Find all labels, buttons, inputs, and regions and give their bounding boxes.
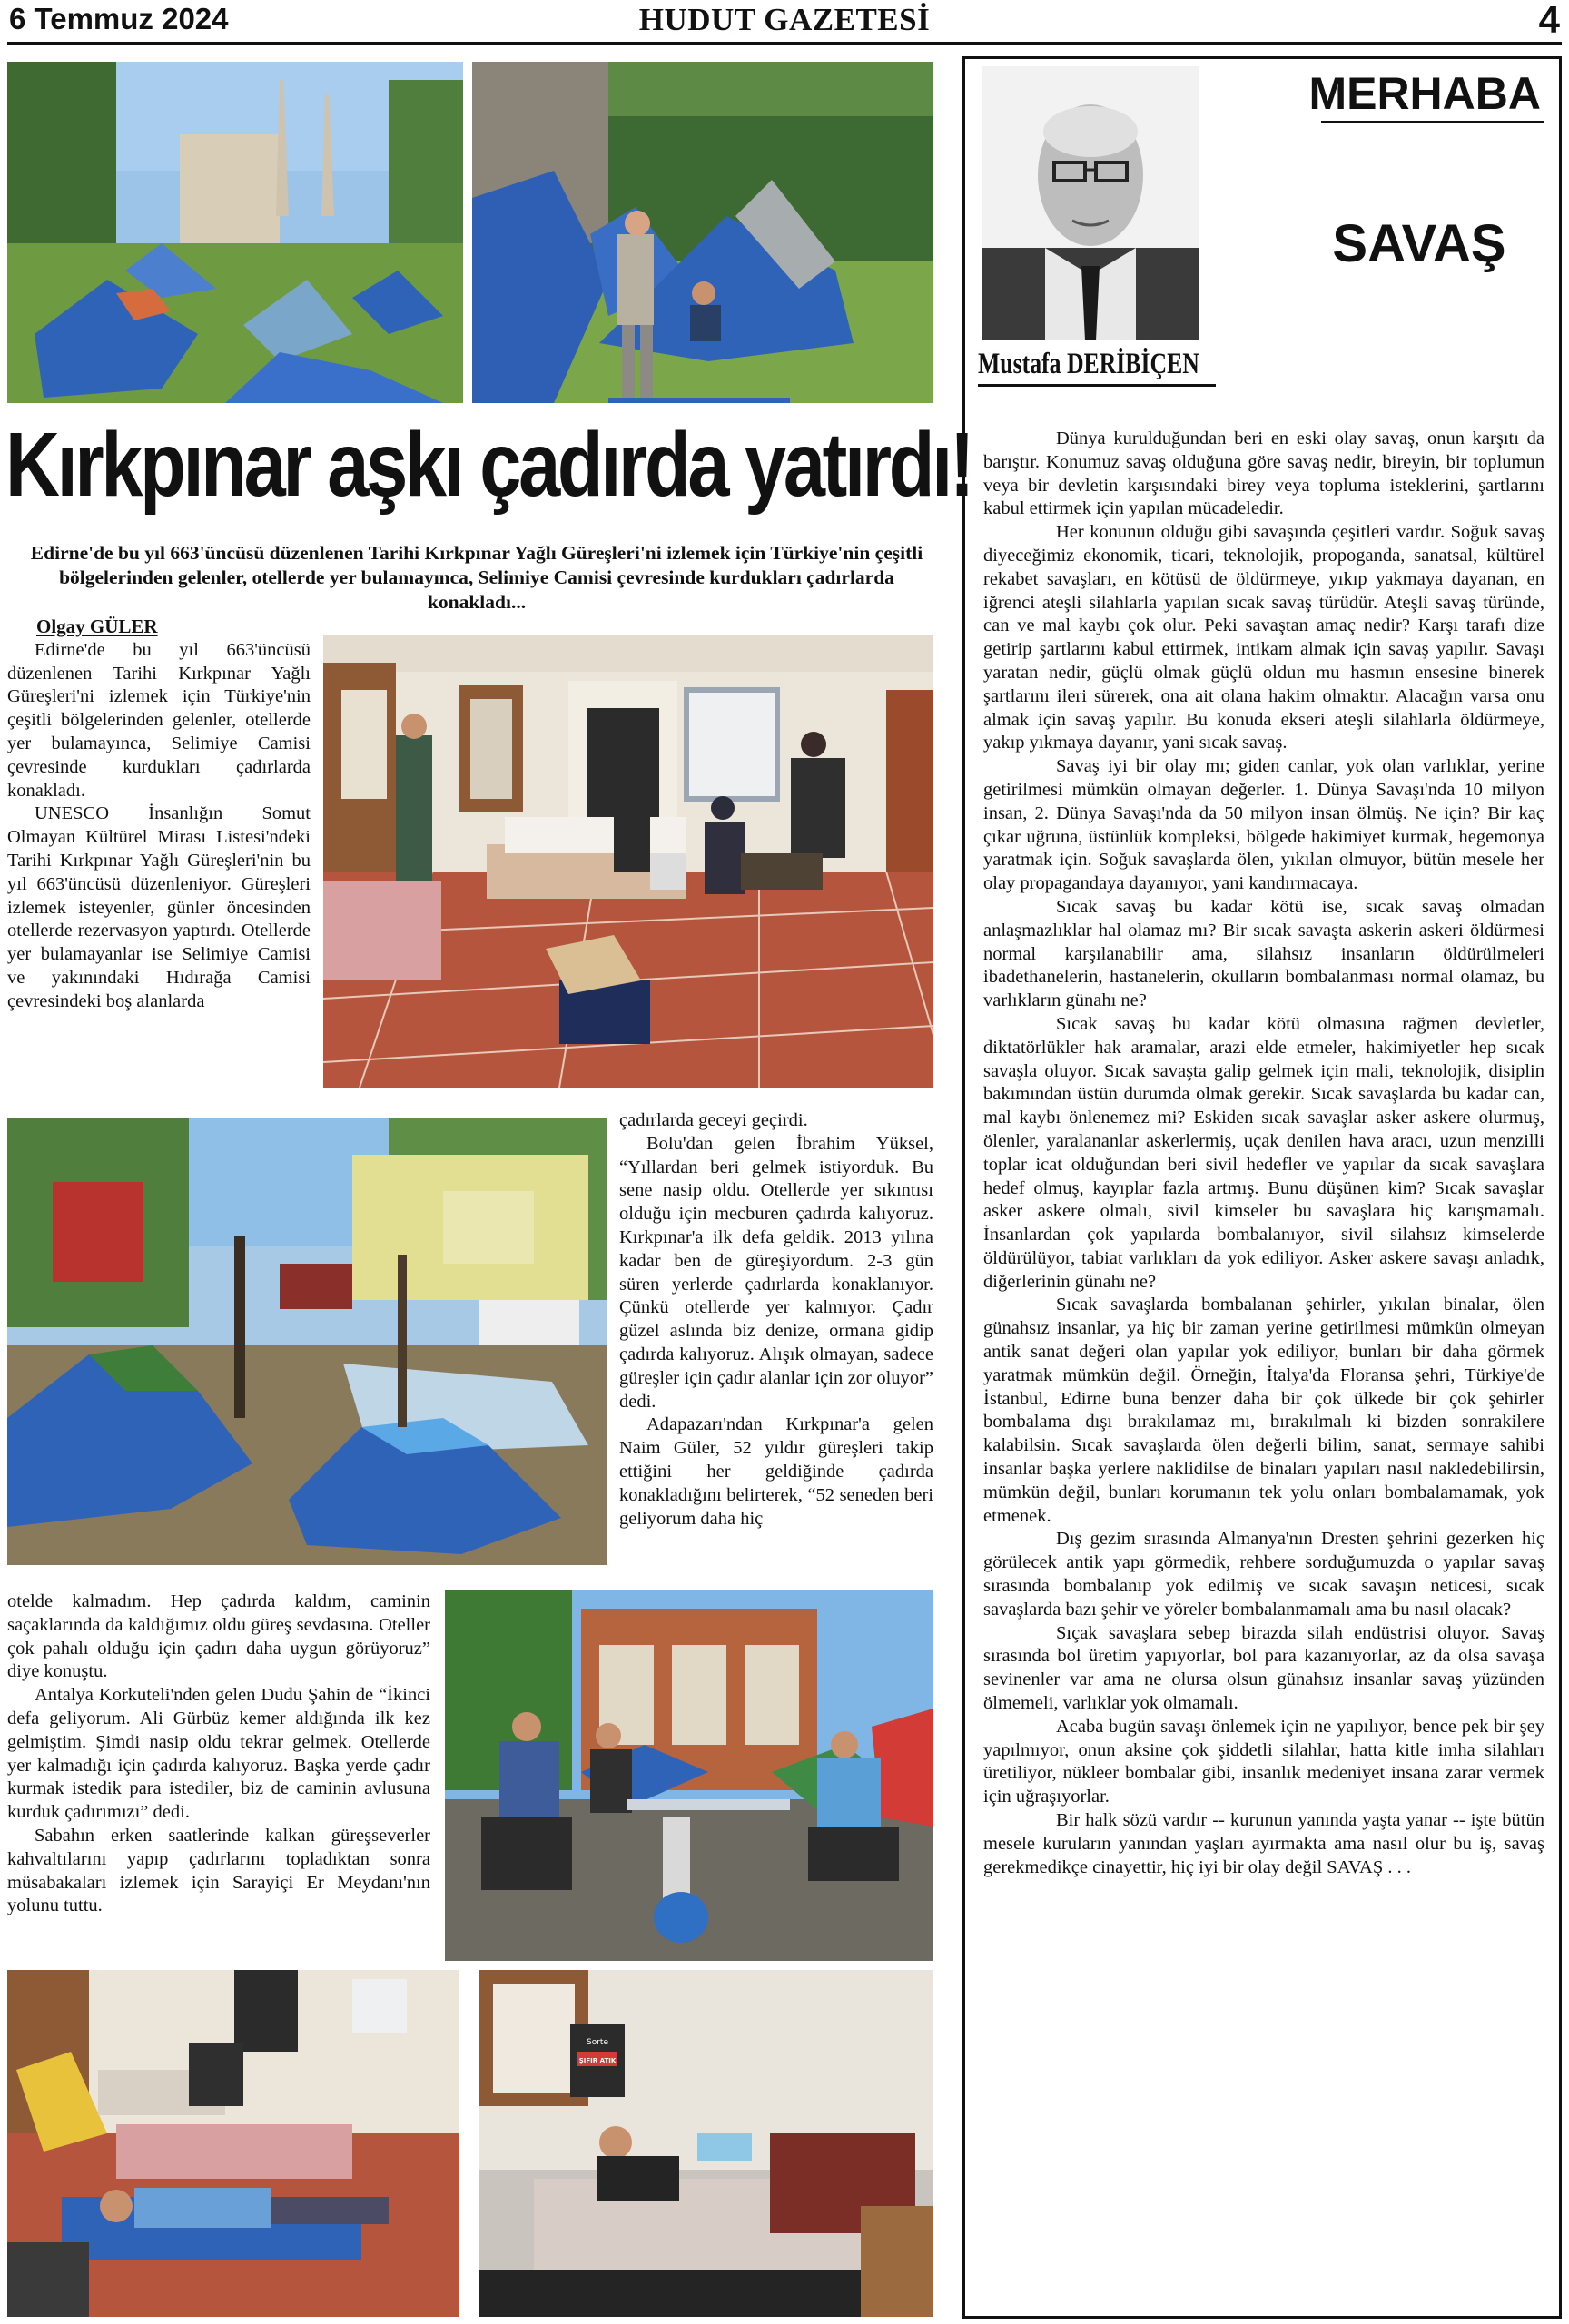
- column-title: SAVAŞ: [1332, 214, 1506, 273]
- article-paragraph: Bolu'dan gelen İbrahim Yüksel, “Yıllardan beri gelmek istiyorduk. Bu sene nasip oldu. Otellerde yer sıkıntısı olduğu için mecburen çadırda kalıyoruz. Kırkpınar'a ilk defa geldik. 2013 yılına kadar ben de güreşiyordum. 2-3 gün süren yerlerde çadırlarda konaklanıyor. Çünkü otellerde yer kalmıyor. Çadır güzel aslında biz denize, ormana gidip çadırda kalıyoruz. Alışık olmayan, sadece güreşler için çadır alanlar için zor oluyor” dedi.: [619, 1133, 933, 1412]
- photo-people-sitting-courtyard: [323, 635, 933, 1088]
- article-byline: Olgay GÜLER: [36, 615, 158, 637]
- column-author: Mustafa DERİBİÇEN: [978, 348, 1199, 380]
- column-paragraph: Sıcak savaş bu kadar kötü olmasına rağmen devletler, diktatörlükler hak aramalar, arazi elde etmeler, hakimiyetler hep sıcak savaşla oluyor. Sıcak savaşta galip gelmek için mali, teknolojik, disiplin bakımından üstün durumda olmak gerekir. Sıcak savaşlarda bu kadar can, mal kaybı önlenemez mi? Eskiden sıcak savaşlar asker askere olurmuş, ölenler, yaralananlar askerlermiş, uçak denilen hava aracı, uzun menzilli toplar icat olduğundan beri sivil hedefler ve yapılar da sıcak savaşlara hedef olmuş, kayıplar fazla artmış. Bunu düşünen kim? Sıcak savaşlar asker askere olmalı, sivil kimseler bu savaşlara hiç karışmamalı. İnsanlardan çok yapılarda bombalanıyor, sivil silahsız kimselerde öldürülüyor, tabiat varlıkları da yok ediliyor. Asker askere savaşı anladık, diğerlerinin günahı ne?: [983, 1013, 1544, 1292]
- article-text-column-2: [619, 1109, 933, 1531]
- article-paragraph: çadırlarda geceyi geçirdi.: [619, 1110, 808, 1130]
- article-paragraph: UNESCO İnsanlığın Somut Olmayan Kültürel Mirası Listesi'ndeki Tarihi Kırkpınar Yağlı Güreşleri'nin bu yıl 663'üncüsü düzenleniyor. Güreşleri izlemek isteyenler, günler öncesinden otellerde rezervasyon yaptırdı. Otellerde yer bulamayanlar ise Selimiye Camisi ve yakınındaki Hıdırağa Camisi çevresindeki boş alanlarda: [7, 803, 311, 1011]
- column-paragraph: Sıcak savaş bu kadar kötü ise, sıcak savaş olmadan anlaşmazlıklar hal olamaz mı? Bir sıcak savaşta askerin askeri öldürmesi normal karşılanabilir ama, silahsız insanların öldürülmeleri ibadethanelerin, hastanelerin, okulların bombalanması normal olamaz, bu varlıkların günahı ne?: [983, 896, 1544, 1011]
- photo-tents-near-trucks: [7, 1118, 607, 1565]
- article-paragraph: Sabahın erken saatlerinde kalkan güreşseverler kahvaltılarını yapıp çadırlarını topladıktan sonra müsabakaları izlemek için Sarayiçi Er Meydanı'nın yolunu tuttu.: [7, 1825, 430, 1916]
- photo-man-standing-tent: [472, 62, 933, 403]
- article-lead: Edirne'de bu yıl 663'üncüsü düzenlenen Tarihi Kırkpınar Yağlı Güreşleri'ni izlemek için Türkiye'nin çeşitli bölgelerinden gelenler, otellerde yer bulamayınca, Selimiye Camisi çevresinde kurdukları çadırlarda konakladı...: [30, 542, 923, 613]
- photo-man-lying-floor: [7, 1970, 459, 2317]
- masthead: [7, 0, 1562, 45]
- issue-date: 6 Temmuz 2024: [9, 2, 229, 35]
- column-paragraph: Bir halk sözü vardır -- kurunun yanında yaşta yanar -- işte bütün mesele kuruların yanından yaşları ayırmakta ama nasıl olur bu iş, savaş gerekmedikçe cinayettir, hiç iyi bir olay değil SAVAŞ . . .: [983, 1810, 1544, 1877]
- column-paragraph: Acaba bugün savaşı önlemek için ne yapılıyor, bence pek bir şey yapılmıyor, onun aksine çok şiddetli silahlar, hatta kitle imha silahları üretiliyor, nükleer bombalar gibi, insanlık medeniyet insana zarar vermek için uğraşıyorlar.: [983, 1716, 1544, 1807]
- photo-men-at-table: [445, 1590, 933, 1961]
- article-text-column-1: [7, 615, 311, 1014]
- photo-tents-mosque-garden: [7, 62, 463, 403]
- bag-label: Sorte: [587, 2038, 608, 2047]
- author-underline: [978, 384, 1216, 387]
- column-paragraph: Sıçak savaşlara sebep birazda silah endüstrisi oluyor. Savaş sırasında bol üretim yapıyorlar, bol para kazanıyorlar, az da olsa savaşa sevinenler var ama ne olursa olsun günahsız insanlar savaş yüzünden ölmemeli, varlıklar yok olmamalı.: [983, 1622, 1544, 1714]
- column-paragraph: Dış gezim sırasında Almanya'nın Dresten şehrini gezerken hiç görülecek antik yapı görmedik, rehbere sorduğumuzda o yapılar savaş sırasında bombalanıp yok edilmiş ve sıcak savaşın neticesi, sıcak savaşlarda bazı şehir ve yöreler bombalanmamalı ama bu nasıl olacak?: [983, 1529, 1544, 1620]
- column-text: [983, 428, 1544, 1879]
- column-paragraph: Sıcak savaşlarda bombalanan şehirler, yıkılan binalar, ölen günahsız insanlar, ya hiç bir zaman yerine getirilmesi mümkün olmeyan antik sanat değeri olan yapılar yok ediliyor, bunları bir daha görmek yaratmak mümkün değil. Örneğin, İtalya'da Floransa şehri, Türkiye'de İstanbul, Edirne buna benzer daha bir çok ülkede bir çok şehirler bombalama dışı bırakılamaz mı, bırakılmalı ki bizden sonrakilere kalabilsin. Sıcak savaşlarda ölen değerli bilim, sanat, sermaye sahibi insanlar başka yerlere naklidilse de binaları yapıları nasıl nakledebilirsin, mümkün değil, bunları korumanın tek yolu onları bombalamamak, yok etmenek.: [983, 1295, 1544, 1526]
- article-headline: Kırkpınar aşkı çadırda yatırdı!: [5, 414, 972, 516]
- column-paragraph: Savaş iyi bir olay mı; giden canlar, yok olan varlıklar, yerine getirilmesi mümkün olmayan değerler. 1. Dünya Savaşı'nda 10 milyon insan, 2. Dünya Savaşı'nda da 50 milyon insan ölmüş. Ne için? Bir kaç çıkar uğruna, üstünlük kompleksi, bölgede hakimiyet kurmak, hegemonya yaratmak için. Soğuk savaşlarda ölen, yıkılan olmuyor, bütün mesele her olay propagandaya dayanıyor, yani kandırmacaya.: [983, 756, 1544, 894]
- opinion-column: [962, 56, 1562, 2319]
- article-paragraph: Antalya Korkuteli'nden gelen Dudu Şahin de “İkinci defa geliyorum. Ali Gürbüz kemer aldığında ilk kez gelmiştim. Şimdi nasip oldu tekrar gelmek. Otellerde yer kalmadığı için çadırda kalıyoruz. Başka yerde çadır kurmak istedik para istediler, biz de caminin avlusuna kurduk çadırımızı” dedi.: [7, 1685, 430, 1823]
- column-paragraph: Her konunun olduğu gibi savaşında çeşitleri vardır. Soğuk savaş diyeceğimiz ekonomik, ticari, teknolojik, propoganda, sanatsal, kültürel rekabet savaşları, en kötüsü de öldürmeye, yıkıp yakmaya dayanan, en iğrenci ateşli silahlarla yapılan sıcak savaş türüdür. Ateşli savaş türünde, can ve mal kaybı çok olur. Peki savaştan amaç nedir? Karşı tarafı dize getirip şartlarını kabul ettirmek, intikam almak için savaş yapılır. Savaşı yaratan nedir, güçlü olmak güçlü oldun mu hasmın ensesine binerek şartlarını ileri sürerek, ona ait olana hakim olmaktır. Alacağın varsa onu almak için savaş yapılır. Bu konuda ekseri ateşli silahlarla öldürmeye, yakıp yıkmaya dayanır, yani sıcak savaş.: [983, 522, 1544, 753]
- page-number: 4: [1538, 0, 1560, 41]
- author-portrait: [982, 66, 1199, 340]
- article-paragraph: Edirne'de bu yıl 663'üncüsü düzenlenen Tarihi Kırkpınar Yağlı Güreşleri'ni izlemek için Türkiye'nin çeşitli bölgelerinden gelenler, otellerde yer bulamayınca, Selimiye Camisi çevresinde kurdukları çadırlarda konakladı.: [7, 639, 311, 801]
- article-paragraph: Adapazarı'ndan Kırkpınar'a gelen Naim Güler, 52 yıldır güreşleri takip ettiğini her geldiğinde çadırda konakladığını belirterek, “52 seneden beri geliyorum daha hiç: [619, 1414, 933, 1529]
- section-label: MERHABA: [1308, 68, 1541, 119]
- column-paragraph: Dünya kurulduğundan beri en eski olay savaş, onun karşıtı da barıştır. Konumuz savaş olduğuna göre savaş nedir, bireyin, bir toplumun veya bir devletin karşısındaki birey veya topluma isteklerini, şartlarını kabul ettirmek için yapılan mücadeledir.: [983, 428, 1544, 519]
- article-paragraph: otelde kalmadım. Hep çadırda kaldım, caminin saçaklarında da kaldığımız oldu güreş sevdasına. Oteller çok pahalı olduğu için çadırı daha uygun görüyoruz” diye konuştu.: [7, 1591, 430, 1682]
- section-label-underline: [1321, 121, 1544, 123]
- photo-man-resting-bed: [479, 1970, 933, 2317]
- bag-slogan: ŞIFIR ATIK: [578, 2057, 617, 2064]
- article-text-column-3: [7, 1590, 430, 1918]
- newspaper-name: HUDUT GAZETESİ: [638, 2, 931, 37]
